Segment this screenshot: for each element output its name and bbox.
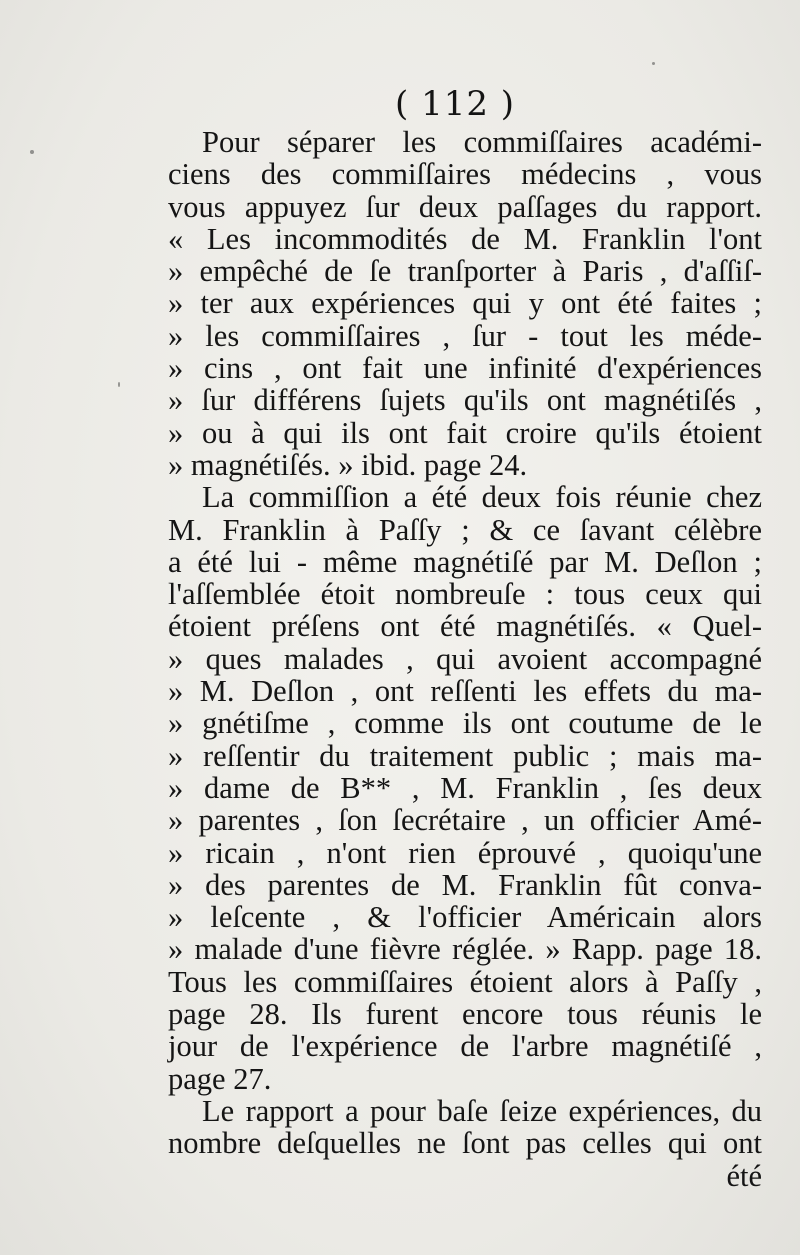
text-line: » gnétiſme , comme ils ont coutume de le (168, 706, 762, 741)
text-line: » ricain , n'ont rien éprouvé , quoiqu'une (168, 835, 762, 870)
body-text (168, 126, 762, 1192)
text-line: Tous les commiſſaires étoient alors à Paſſy , (168, 964, 762, 999)
text-line: vous appuyez ſur deux paſſages du rapport. (168, 189, 762, 224)
text-line: jour de l'expérience de l'arbre magnétiſé , (168, 1029, 762, 1064)
text-line: » parentes , ſon ſecrétaire , un officier Amé- (168, 803, 762, 838)
text-line: » ou à qui ils ont fait croire qu'ils étoient (168, 415, 762, 450)
text-line: page 28. Ils furent encore tous réunis le (168, 997, 762, 1032)
text-line: » les commiſſaires , ſur - tout les méde- (168, 318, 762, 353)
text-line: M. Franklin à Paſſy ; & ce ſavant célèbre (168, 512, 762, 547)
text-line: été (726, 1158, 762, 1193)
text-line: a été lui - même magnétiſé par M. Deſlon ; (168, 544, 762, 579)
ink-speck (118, 382, 120, 387)
text-line: La commiſſion a été deux fois réunie chez (202, 480, 762, 515)
text-line: « Les incommodités de M. Franklin l'ont (168, 221, 762, 256)
text-line: ciens des commiſſaires médecins , vous (168, 157, 762, 192)
text-line: page 27. (168, 1061, 272, 1096)
text-line: » ſur différens ſujets qu'ils ont magnétiſés , (168, 383, 762, 418)
ink-speck (30, 150, 34, 154)
text-line: étoient préſens ont été magnétiſés. « Quel- (168, 609, 762, 644)
text-line: » leſcente , & l'officier Américain alors (168, 900, 762, 935)
text-line: » empêché de ſe tranſporter à Paris , d'aſſiſ- (168, 254, 762, 289)
text-line: » cins , ont fait une infinité d'expériences (168, 351, 762, 386)
text-line: » reſſentir du traitement public ; mais ma- (168, 738, 762, 773)
ink-speck (652, 62, 655, 65)
text-line: » des parentes de M. Franklin fût conva- (168, 867, 762, 902)
text-line: nombre deſquelles ne ſont pas celles qui ont (168, 1126, 762, 1161)
text-line: » dame de B** , M. Franklin , ſes deux (168, 770, 762, 805)
text-line: Pour séparer les commiſſaires académi- (202, 125, 762, 159)
text-line: » M. Deſlon , ont reſſenti les effets du ma- (168, 674, 762, 709)
page-number: ( 112 ) (395, 84, 516, 124)
text-line: Le rapport a pour baſe ſeize expériences, du (202, 1093, 762, 1128)
text-line: » ter aux expériences qui y ont été faites ; (168, 286, 762, 321)
text-line: » malade d'une fièvre réglée. » Rapp. page 18. (168, 932, 762, 967)
text-line: » ques malades , qui avoient accompagné (168, 641, 762, 676)
text-line: l'aſſemblée étoit nombreuſe : tous ceux qui (168, 577, 762, 612)
text-line: » magnétiſés. » ibid. page 24. (168, 447, 528, 482)
